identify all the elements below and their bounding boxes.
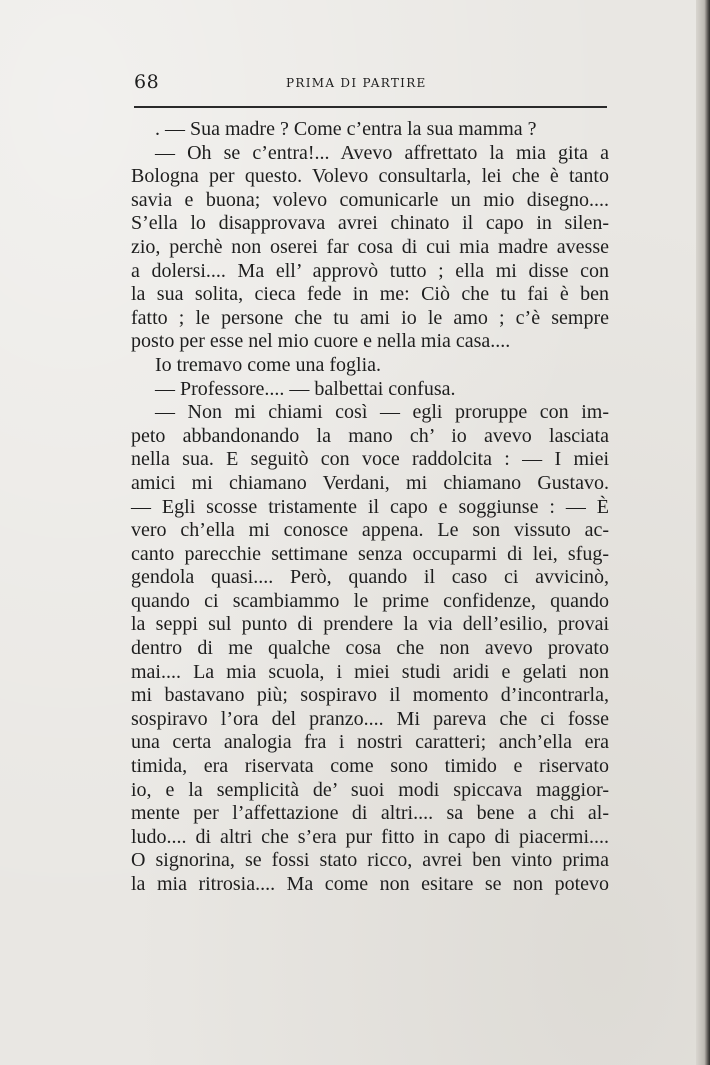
- page-header: [134, 71, 607, 93]
- page-edge-shadow: [696, 0, 710, 1065]
- text-line: S’ella lo disapprovava avrei chinato il capo in silen-: [131, 212, 609, 235]
- header-rule: [134, 106, 607, 108]
- text-line: timida, era riservata come sono timido e riservato: [131, 755, 609, 778]
- text-line: Io tremavo come una foglia.: [155, 353, 382, 376]
- text-line: gendola quasi.... Però, quando il caso ci avvicinò,: [131, 566, 609, 589]
- text-line: O signorina, se fossi stato ricco, avrei ben vinto prima: [131, 849, 609, 872]
- text-line: mai.... La mia scuola, i miei studi aridi e gelati non: [131, 660, 609, 683]
- text-line: Bologna per questo. Volevo consultarla, lei che è tanto: [131, 165, 609, 188]
- text-line: amici mi chiamano Verdani, mi chiamano Gustavo.: [131, 471, 609, 494]
- text-line: savia e buona; volevo comunicarle un mio disegno....: [131, 188, 609, 211]
- text-line: mi bastavano più; sospiravo il momento d’incontrarla,: [131, 684, 609, 707]
- text-line: peto abbandonando la mano ch’ io avevo lasciata: [131, 424, 609, 447]
- text-line: io, e la semplicità de’ suoi modi spiccava maggior-: [131, 778, 609, 801]
- text-line: — Oh se c’entra!... Avevo affrettato la mia gita a: [155, 141, 609, 164]
- text-line: zio, perchè non oserei far cosa di cui mia madre avesse: [131, 235, 609, 258]
- text-line: la sua solita, cieca fede in me: Ciò che tu fai è ben: [131, 283, 609, 306]
- text-line: dentro di me qualche cosa che non avevo provato: [131, 637, 609, 660]
- text-line: la mia ritrosia.... Ma come non esitare se non potevo: [131, 873, 609, 895]
- text-line: — Professore.... — balbettai confusa.: [155, 377, 456, 400]
- text-line: a dolersi.... Ma ell’ approvò tutto ; ella mi disse con: [131, 259, 609, 282]
- text-line: nella sua. E seguitò con voce raddolcita : — I miei: [131, 448, 609, 471]
- page-number: 68: [134, 71, 160, 93]
- text-line: fatto ; le persone che tu ami io le amo ; c’è sempre: [131, 306, 609, 329]
- text-line: . — Sua madre ? Come c’entra la sua mamma ?: [155, 118, 537, 140]
- text-line: — Egli scosse tristamente il capo e soggiunse : — È: [131, 495, 609, 518]
- text-line: mente per l’affettazione di altri.... sa bene a chi al-: [131, 802, 609, 825]
- text-line: la seppi sul punto di prendere la via dell’esilio, provai: [131, 613, 609, 636]
- body-text: [131, 118, 609, 897]
- text-line: una certa analogia fra i nostri caratteri; anch’ella era: [131, 731, 609, 754]
- text-line: vero ch’ella mi conosce appena. Le son vissuto ac-: [131, 519, 609, 542]
- text-line: sospiravo l’ora del pranzo.... Mi pareva che ci fosse: [131, 707, 609, 730]
- text-line: posto per esse nel mio cuore e nella mia casa....: [131, 330, 511, 353]
- text-line: — Non mi chiami così — egli proruppe con im-: [155, 401, 609, 424]
- text-line: quando ci scambiammo le prime confidenze, quando: [131, 589, 609, 612]
- running-title: PRIMA DI PARTIRE: [286, 76, 427, 90]
- text-line: canto parecchie settimane senza occuparmi di lei, sfug-: [131, 542, 609, 565]
- text-line: ludo.... di altri che s’era pur fitto in capo di piacermi....: [131, 825, 609, 848]
